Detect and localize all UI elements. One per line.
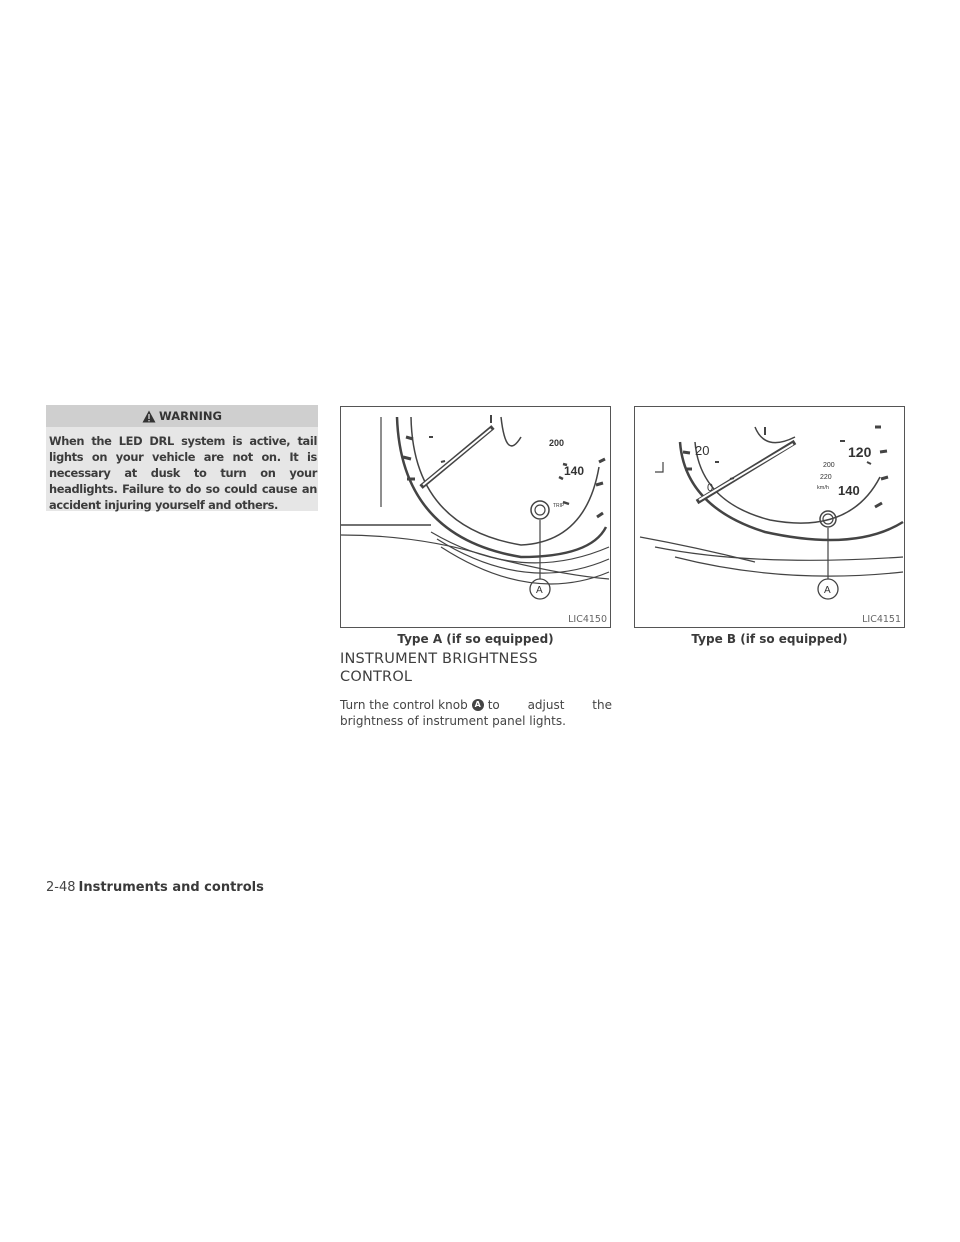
unit-label: km/h bbox=[817, 485, 829, 491]
page-number: 2-48 bbox=[46, 880, 76, 895]
section-title: INSTRUMENT BRIGHTNESS CONTROL bbox=[340, 651, 538, 685]
warning-text: When the LED DRL system is active, tail lights on your vehicle are not on. It is necessary at dusk to turn on your headlights. Failure to do so could cause an accident injuring yourself and others. bbox=[49, 434, 317, 512]
dial-label-0: 0 bbox=[707, 482, 714, 494]
body-text-mid: to adjust the bbox=[487, 698, 612, 712]
knob-label: TRIP bbox=[553, 503, 565, 509]
body-text-end: brightness of instrument panel lights. bbox=[340, 714, 566, 728]
section-body bbox=[340, 697, 612, 729]
figure-code: LIC4151 bbox=[862, 614, 901, 625]
warning-box bbox=[46, 405, 318, 511]
dial-label-120: 120 bbox=[848, 444, 872, 460]
speedometer-illustration-a bbox=[341, 407, 610, 627]
dial-label-200: 200 bbox=[549, 438, 565, 448]
footer-section-name: Instruments and controls bbox=[78, 880, 264, 895]
speedometer-illustration-b bbox=[635, 407, 904, 627]
body-text-start: Turn the control knob bbox=[340, 698, 468, 712]
page-footer bbox=[46, 880, 264, 895]
dial-label-140: 140 bbox=[564, 464, 585, 478]
dial-label-20: 20 bbox=[695, 443, 710, 458]
dial-label-220: 220 bbox=[820, 474, 832, 481]
warning-header bbox=[46, 405, 318, 427]
warning-heading: WARNING bbox=[159, 409, 222, 423]
figure-code: LIC4150 bbox=[568, 614, 607, 625]
figure-caption-b: Type B (if so equipped) bbox=[691, 632, 848, 646]
callout-marker: A bbox=[472, 699, 484, 711]
warning-triangle-icon bbox=[142, 410, 156, 423]
dial-label-200: 200 bbox=[823, 462, 835, 469]
figure-caption-a: Type A (if so equipped) bbox=[397, 632, 554, 646]
callout-letter: A bbox=[824, 585, 831, 596]
callout-letter: A bbox=[536, 585, 543, 596]
dial-label-140: 140 bbox=[838, 483, 860, 498]
figure-type-a bbox=[340, 406, 611, 628]
figure-type-b bbox=[634, 406, 905, 628]
